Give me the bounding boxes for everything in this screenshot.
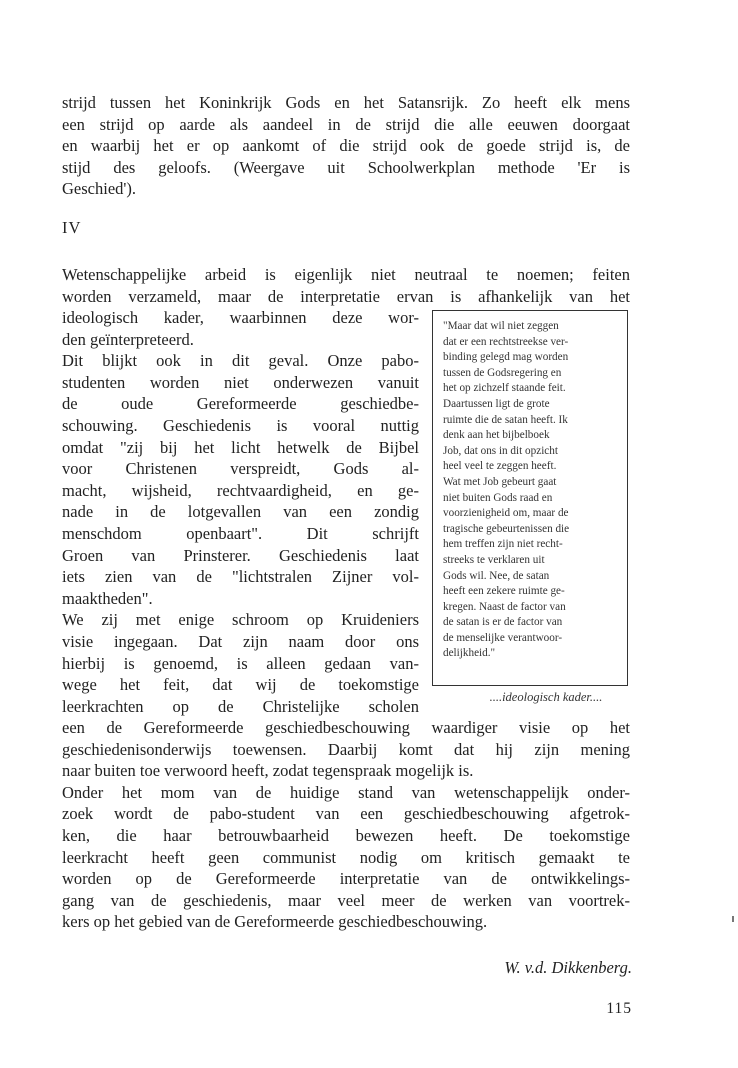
text-line: ken, die haar betrouwbaarheid bewezen heeft. De toekomstige [62, 825, 630, 845]
text-line: strijd tussen het Koninkrijk Gods en het Satansrijk. Zo heeft elk mens [62, 93, 630, 112]
top-paragraph [62, 92, 630, 200]
text-line: een de Gereformeerde geschiedbeschouwing waardiger visie op het [62, 718, 630, 737]
wrapped-paragraph [62, 307, 419, 717]
text-line: nade in de lotgevallen van een zondig [62, 502, 419, 522]
text-line: omdat "zij bij het licht hetwelk de Bijbel [62, 437, 419, 457]
quote-line: de satan is er de factor van [443, 616, 563, 629]
text-line: hierbij is genoemd, is alleen gedaan van- [62, 653, 419, 673]
quote-line: binding gelegd mag worden [443, 351, 569, 364]
quote-line: tragische gebeurtenissen die [443, 522, 570, 535]
text-line: kers op het gebied van de Gereformeerde geschiedbeschouwing. [62, 912, 488, 932]
quote-line: denk aan het bijbelboek [443, 429, 550, 442]
text-line: en waarbij het er op aankomt of die strijd ook de goede strijd is, de [62, 136, 630, 156]
text-line: stijd des geloofs. (Weergave uit Schoolwerkplan methode 'Er is [62, 157, 630, 177]
quote-line: Job, dat ons in dit opzicht [443, 444, 558, 457]
text-line: ideologisch kader, waarbinnen deze wor- [62, 308, 419, 327]
text-line: voor Christenen verspreidt, Gods al- [62, 459, 419, 479]
quote-line: Gods wil. Nee, de satan [443, 569, 550, 582]
quote-line: Wat met Job gebeurt gaat [443, 475, 557, 488]
text-line: zoek wordt de pabo-student van een geschiedbeschouwing afgetrok- [62, 804, 630, 824]
quote-line: de menselijke verantwoor- [443, 631, 563, 644]
text-line: studenten worden niet onderwezen vanuit [62, 372, 419, 392]
text-line: We zij met enige schroom op Kruideniers [62, 610, 419, 630]
text-line: geschiedenisonderwijs toewensen. Daarbij komt dat hij zijn mening [62, 739, 630, 759]
quote-line: heel veel te zeggen heeft. [443, 460, 557, 473]
text-line: schouwing. Geschiedenis is vooral nuttig [62, 415, 419, 435]
text-line: wege het feit, dat wij de toekomstige [62, 675, 419, 695]
text-line: iets zien van de "lichtstralen Zijner vol- [62, 567, 419, 587]
quote-line: "Maar dat wil niet zeggen [443, 320, 559, 332]
text-line: visie ingegaan. Dat zijn naam door ons [62, 631, 419, 651]
quote-line: streeks te verklaren uit [443, 553, 545, 566]
text-line: gang van de geschiedenis, maar veel meer de werken van voortrek- [62, 890, 630, 910]
quote-line: heeft een zekere ruimte ge- [443, 585, 565, 598]
text-line: macht, wijsheid, rechtvaardigheid, en ge- [62, 480, 419, 500]
quote-line: voorzienigheid om, maar de [443, 507, 569, 520]
quote-line: niet buiten Gods raad en [443, 491, 553, 504]
text-line: menschdom openbaart". Dit schrijft [62, 523, 419, 543]
quote-line: tussen de Godsregering en [443, 366, 562, 379]
text-line: Wetenschappelijke arbeid is eigenlijk niet neutraal te noemen; feiten [62, 265, 630, 284]
quote-line: ruimte die de satan heeft. Ik [443, 413, 568, 426]
quote-sidebar [432, 310, 628, 686]
quote-line: hem treffen zijn niet recht- [443, 538, 563, 551]
quote-line: dat er een rechtstreekse ver- [443, 335, 569, 348]
quote-line: het op zichzelf staande feit. [443, 382, 566, 395]
text-line: de oude Gereformeerde geschiedbe- [62, 394, 419, 414]
text-line: maaktheden". [62, 588, 153, 608]
text-line: Dit blijkt ook in dit geval. Onze pabo- [62, 351, 419, 371]
text-line: Groen van Prinsterer. Geschiedenis laat [62, 545, 419, 565]
text-line: naar buiten toe verwoord heeft, zodat tegenspraak mogelijk is. [62, 761, 474, 781]
quote-line: delijkheid." [443, 647, 496, 660]
quote-line: kregen. Naast de factor van [443, 600, 566, 613]
scan-mark [732, 916, 734, 922]
page-number: 115 [606, 1000, 632, 1017]
text-line: een strijd op aarde als aandeel in de strijd die alle eeuwen doorgaat [62, 114, 630, 134]
sidebar-caption: ....ideologisch kader.... [489, 690, 603, 704]
closing-paragraph [62, 717, 630, 933]
text-line: den geïnterpreteerd. [62, 329, 194, 349]
text-line: Geschied'). [62, 179, 136, 199]
text-line: Onder het mom van de huidige stand van wetenschappelijk onder- [62, 782, 630, 802]
text-line: worden verzameld, maar de interpretatie ervan is afhankelijk van het [62, 286, 630, 306]
text-line: leerkrachten op de Christelijke scholen [62, 696, 419, 716]
section-heading: IV [62, 218, 82, 237]
quote-line: Daartussen ligt de grote [443, 397, 550, 410]
author-signature: W. v.d. Dikkenberg. [504, 958, 632, 977]
text-line: leerkracht heeft geen communist nodig om kritisch gemaakt te [62, 847, 630, 867]
text-line: worden op de Gereformeerde interpretatie van de ontwikkelings- [62, 869, 630, 889]
intro-paragraph [62, 264, 630, 307]
